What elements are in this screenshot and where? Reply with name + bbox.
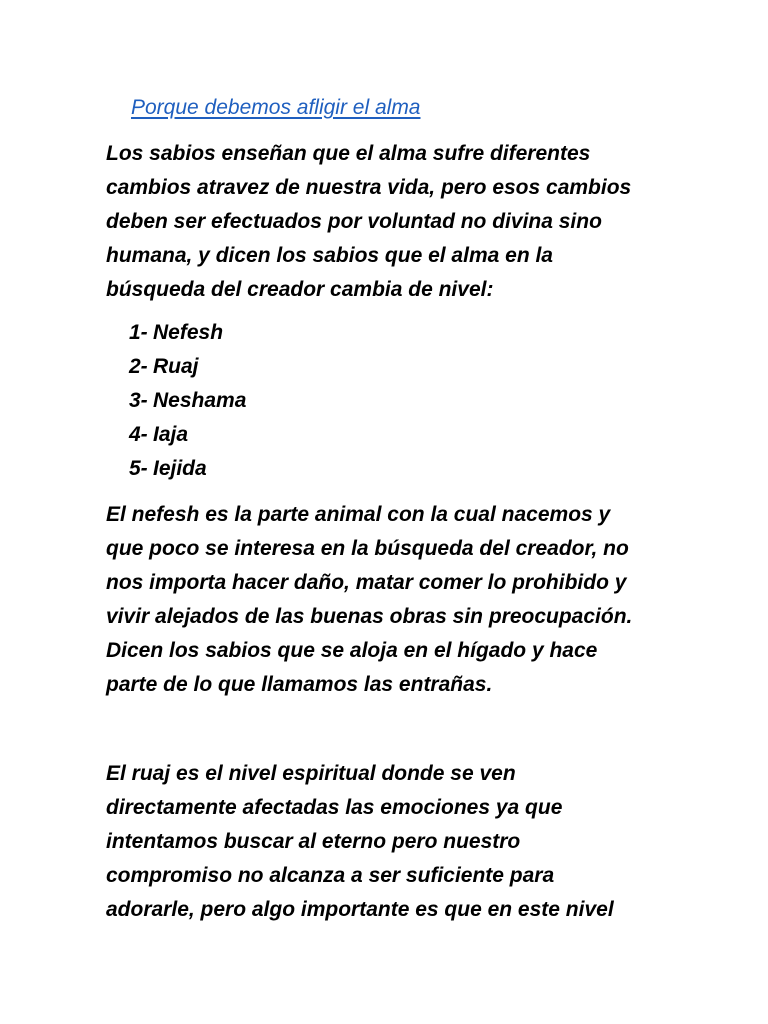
paragraph-line: vivir alejados de las buenas obras sin preocupación.	[106, 605, 633, 628]
list-item-label: Iejida	[153, 457, 207, 480]
soul-levels-list	[129, 316, 246, 486]
paragraph-nefesh	[106, 498, 746, 702]
document-title: Porque debemos afligir el alma	[131, 96, 421, 119]
paragraph-line: búsqueda del creador cambia de nivel:	[106, 278, 494, 301]
paragraph-line: compromiso no alcanza a ser suficiente para	[106, 864, 555, 887]
list-item-number: 2-	[129, 355, 148, 378]
list-item-label: Ruaj	[153, 355, 199, 378]
paragraph-line: nos importa hacer daño, matar comer lo prohibido y	[106, 571, 627, 594]
paragraph-intro	[106, 137, 746, 307]
list-item-label: Nefesh	[153, 321, 224, 344]
paragraph-line: humana, y dicen los sabios que el alma en la	[106, 244, 553, 267]
paragraph-line: que poco se interesa en la búsqueda del creador, no	[106, 537, 629, 560]
paragraph-line: Dicen los sabios que se aloja en el hígado y hace	[106, 639, 598, 662]
paragraph-line: parte de lo que llamamos las entrañas.	[106, 673, 493, 696]
list-item-label: Neshama	[153, 389, 247, 412]
list-item	[129, 452, 246, 486]
list-item-label: Iaja	[153, 423, 189, 446]
paragraph-line: cambios atravez de nuestra vida, pero esos cambios	[106, 176, 632, 199]
paragraph-line: intentamos buscar al eterno pero nuestro	[106, 830, 521, 853]
paragraph-line: adorarle, pero algo importante es que en este nivel	[106, 898, 614, 921]
paragraph-ruaj	[106, 757, 746, 927]
list-item	[129, 350, 246, 384]
list-item-number: 5-	[129, 457, 148, 480]
list-item-number: 3-	[129, 389, 148, 412]
paragraph-line: Los sabios enseñan que el alma sufre diferentes	[106, 142, 591, 165]
list-item-number: 4-	[129, 423, 148, 446]
paragraph-line: El nefesh es la parte animal con la cual nacemos y	[106, 503, 611, 526]
list-item	[129, 418, 246, 452]
list-item-number: 1-	[129, 321, 148, 344]
paragraph-line: directamente afectadas las emociones ya que	[106, 796, 563, 819]
list-item	[129, 316, 246, 350]
paragraph-line: deben ser efectuados por voluntad no divina sino	[106, 210, 602, 233]
list-item	[129, 384, 246, 418]
paragraph-line: El ruaj es el nivel espiritual donde se ven	[106, 762, 516, 785]
